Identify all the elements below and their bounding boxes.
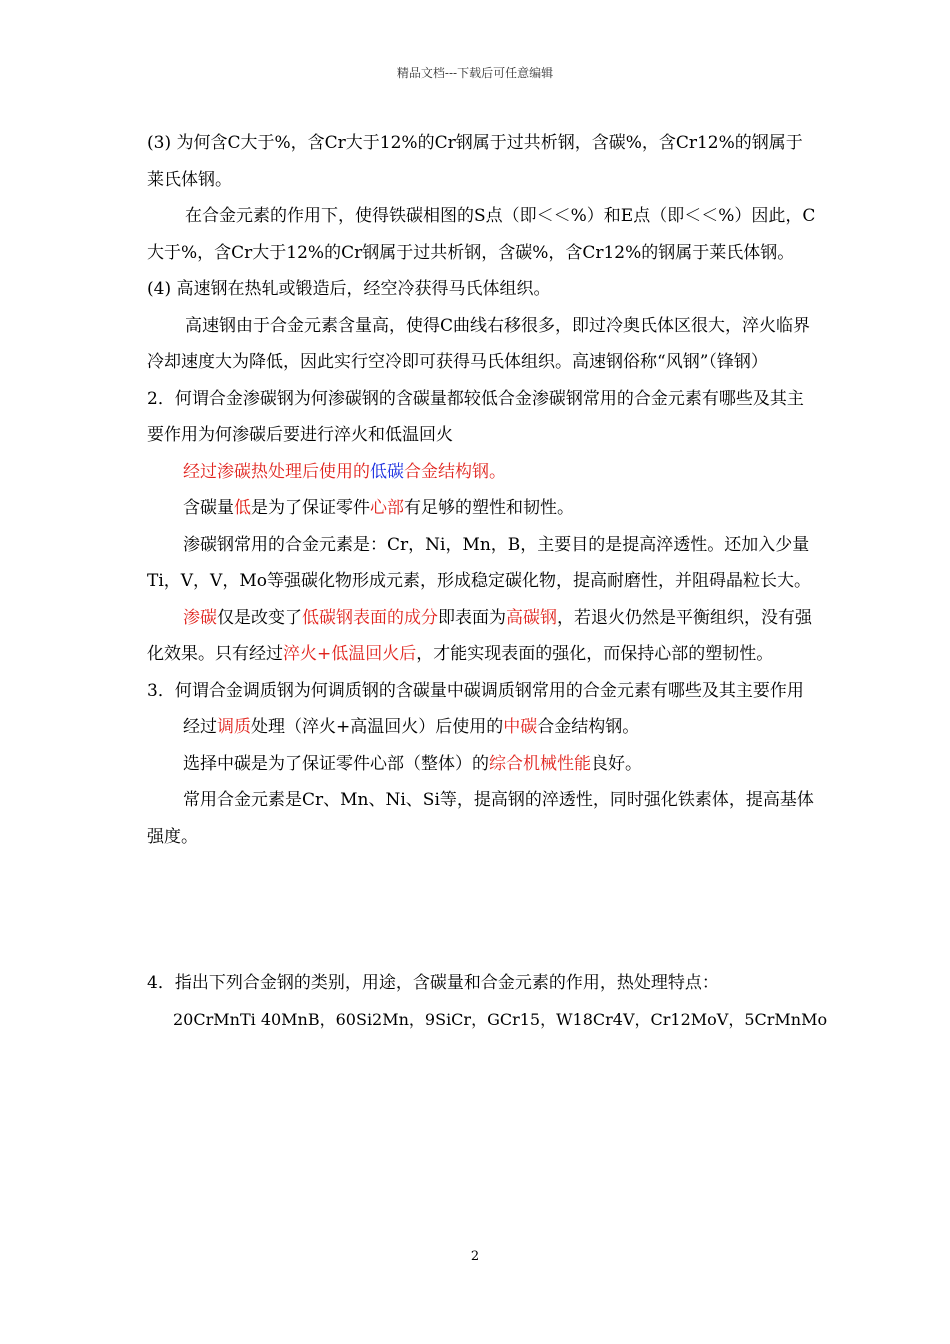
section-2-definition: [147, 454, 817, 491]
section-3-selection: [147, 746, 817, 783]
highlight-red: 淬火+低温回火后: [283, 644, 417, 664]
text-run: 含碳量: [183, 498, 234, 518]
question-4: (4) 高速钢在热轧或锻造后，经空冷获得马氏体组织。: [147, 279, 551, 299]
text-run: 选择中碳是为了保证零件心部（整体）的: [183, 753, 489, 774]
section-2-elements: 渗碳钢常用的合金元素是：Cr，Ni，Mn，B，主要目的是提高淬透性。还加入少量Ti，V，V，Mo等强碳化物形成元素，形成稳定碳化物，提高耐磨性，并阻碍晶粒长大。: [147, 534, 811, 591]
section-2-reason: [147, 600, 817, 673]
highlight-red: 综合机械性能: [489, 753, 591, 774]
page-number: 2: [470, 1249, 480, 1264]
text-run: 经过: [183, 717, 217, 737]
page-header: 精品文档---下载后可任意编辑: [396, 66, 554, 80]
highlight-red: 高碳钢: [506, 607, 557, 628]
text-run: 有足够的塑性和韧性。: [404, 498, 574, 518]
highlight-red: 经过渗碳热处理后使用的: [183, 461, 370, 482]
section-4-question: 4．指出下列合金钢的类别，用途，含碳量和合金元素的作用，热处理特点：: [147, 973, 719, 993]
text-run: 良好。: [591, 753, 642, 774]
answer-3: 在合金元素的作用下，使得铁碳相图的S点（即＜＜%）和E点（即＜＜%）因此，C大于%，含Cr大于12%的Cr钢属于过共析钢，含碳%，含Cr12%的钢属于莱氏体钢。: [147, 206, 816, 263]
text-run: 处理（淬火+高温回火）后使用的: [251, 717, 504, 737]
section-3-definition: [147, 709, 817, 746]
highlight-red: 渗碳: [183, 607, 217, 628]
highlight-red: 中碳: [503, 717, 538, 737]
text-run: 合金结构钢。: [537, 717, 640, 737]
text-run: 是为了保证零件: [251, 498, 370, 518]
section-3-elements: 常用合金元素是Cr、Mn、Ni、Si等，提高钢的淬透性，同时强化铁素体，提高基体强度。: [147, 790, 814, 847]
answer-4: 高速钢由于合金元素含量高，使得C曲线右移很多，即过冷奥氏体区很大，淬火临界冷却速度大为降低，因此实行空冷即可获得马氏体组织。高速钢俗称“风钢”（锋钢）: [147, 315, 811, 372]
text-run: 即表面为: [438, 607, 506, 628]
highlight-red: 心部: [370, 498, 404, 518]
highlight-red: 低碳钢表面的成分: [302, 607, 438, 628]
section-2-question: 2．何谓合金渗碳钢为何渗碳钢的含碳量都较低合金渗碳钢常用的合金元素有哪些及其主要作用为何渗碳后要进行淬火和低温回火: [147, 388, 804, 445]
document-body: [147, 125, 828, 1038]
alloy-list: 20CrMnTi 40MnB，60Si2Mn，9SiCr，GCr15，W18Cr4V，Cr12MoV，5CrMnMo: [173, 1009, 828, 1029]
section-2-carbon: [147, 490, 817, 527]
highlight-red: 低: [234, 498, 251, 518]
text-run: ，若退火仍然是平衡组织，没有强化效果。只有经过: [147, 607, 812, 664]
text-run: 仅是改变了: [217, 607, 302, 628]
text-run: ，才能实现表面的强化，而保持心部的塑韧性。: [416, 644, 774, 664]
highlight-red: 合金结构钢。: [404, 461, 506, 482]
spacer: [147, 855, 817, 965]
highlight-blue: 低碳: [370, 461, 404, 482]
question-3: (3) 为何含C大于%，含Cr大于12%的Cr钢属于过共析钢，含碳%，含Cr12%的钢属于莱氏体钢。: [147, 133, 803, 190]
section-3-question: 3．何谓合金调质钢为何调质钢的含碳量中碳调质钢常用的合金元素有哪些及其主要作用: [147, 680, 804, 701]
highlight-red: 调质: [217, 717, 251, 737]
